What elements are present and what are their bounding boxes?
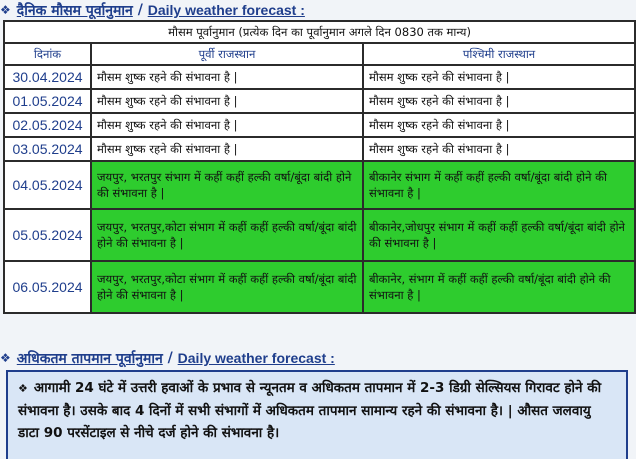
- heading-separator: /: [162, 350, 178, 366]
- heading-english: Daily weather forecast :: [177, 350, 335, 366]
- table-title: मौसम पूर्वानुमान (प्रत्येक दिन का पूर्वानुमान अगले दिन 0830 तक मान्य): [4, 21, 635, 43]
- table-title-row: [4, 21, 635, 43]
- table-row: [4, 65, 635, 89]
- row-east-forecast: मौसम शुष्क रहने की संभावना है |: [91, 89, 363, 113]
- table-row-highlighted: [4, 161, 635, 209]
- section-heading-daily-forecast: [0, 0, 305, 20]
- row-west-forecast: बीकानेर संभाग में कहीं कहीं हल्की वर्षा/बूंदा बांदी होने की संभावना है |: [363, 161, 635, 209]
- diamond-icon: ❖: [0, 3, 11, 17]
- row-east-forecast: जयपुर, भरतपुर,कोटा संभाग में कहीं कहीं हल्की वर्षा/बूंदा बांदी होने की संभावना है |: [91, 261, 363, 313]
- table-header-row: [4, 43, 635, 65]
- row-east-forecast: मौसम शुष्क रहने की संभावना है |: [91, 137, 363, 161]
- column-header-east: पूर्वी राजस्थान: [91, 43, 363, 65]
- column-header-west: पश्चिमी राजस्थान: [363, 43, 635, 65]
- temperature-forecast-box: [6, 370, 628, 459]
- row-east-forecast: मौसम शुष्क रहने की संभावना है |: [91, 113, 363, 137]
- section-heading-max-temperature: [0, 348, 335, 368]
- heading-hindi: अधिकतम तापमान पूर्वानुमान: [16, 350, 163, 367]
- row-east-forecast: जयपुर, भरतपुर संभाग में कहीं कहीं हल्की वर्षा/बूंदा बांदी होने की संभावना है |: [91, 161, 363, 209]
- row-date: 02.05.2024: [4, 113, 91, 137]
- row-west-forecast: मौसम शुष्क रहने की संभावना है |: [363, 137, 635, 161]
- table-row: [4, 113, 635, 137]
- row-west-forecast: मौसम शुष्क रहने की संभावना है |: [363, 65, 635, 89]
- temperature-forecast-text: आगामी 24 घंटे में उत्तरी हवाओं के प्रभाव से न्यूनतम व अधिकतम तापमान में 2-3 डिग्री सेल्सियस गिरावट होने की संभावना है। उसके बाद 4 दिनों में सभी संभागों में अधिकतम तापमान सामान्य रहने की संभावना है। | औसत जलवायु डाटा 90 परसेंटाइल से नीचे दर्ज होने की संभावना है।: [18, 380, 602, 441]
- table-row-highlighted: [4, 209, 635, 261]
- table-row: [4, 89, 635, 113]
- column-header-date: दिनांक: [4, 43, 91, 65]
- row-west-forecast: मौसम शुष्क रहने की संभावना है |: [363, 113, 635, 137]
- row-west-forecast: बीकानेर, संभाग में कहीं कहीं हल्की वर्षा/बूंदा बांदी होने की संभावना है |: [363, 261, 635, 313]
- row-date: 01.05.2024: [4, 89, 91, 113]
- diamond-icon: ❖: [18, 382, 28, 395]
- row-date: 04.05.2024: [4, 161, 91, 209]
- heading-hindi: दैनिक मौसम पूर्वानुमान: [16, 2, 133, 19]
- heading-separator: /: [132, 2, 148, 18]
- row-date: 03.05.2024: [4, 137, 91, 161]
- forecast-table: [3, 20, 636, 314]
- row-date: 06.05.2024: [4, 261, 91, 313]
- diamond-icon: ❖: [0, 351, 11, 365]
- row-west-forecast: बीकानेर,जोधपुर संभाग में कहीं कहीं हल्की वर्षा/बूंदा बांदी होने की संभावना है |: [363, 209, 635, 261]
- row-east-forecast: मौसम शुष्क रहने की संभावना है |: [91, 65, 363, 89]
- heading-english: Daily weather forecast :: [147, 2, 305, 18]
- row-date: 05.05.2024: [4, 209, 91, 261]
- row-east-forecast: जयपुर, भरतपुर,कोटा संभाग में कहीं कहीं हल्की वर्षा/बूंदा बांदी होने की संभावना है |: [91, 209, 363, 261]
- row-west-forecast: मौसम शुष्क रहने की संभावना है |: [363, 89, 635, 113]
- row-date: 30.04.2024: [4, 65, 91, 89]
- table-row: [4, 137, 635, 161]
- table-row-highlighted: [4, 261, 635, 313]
